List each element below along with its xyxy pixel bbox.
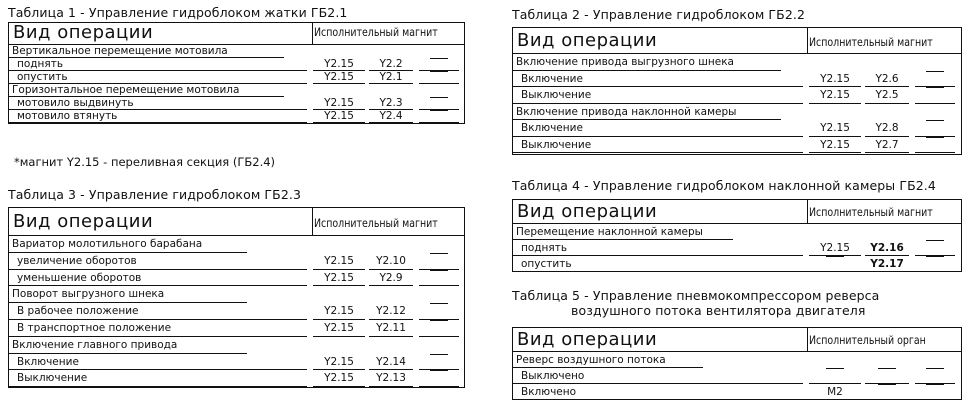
cell-a [313, 303, 365, 320]
table-row [513, 87, 961, 104]
cell-value: Y2.12 [376, 305, 406, 318]
operation-label: опустить [17, 71, 68, 83]
group-row [513, 54, 961, 71]
cell-value: Y2.13 [376, 372, 406, 385]
table5-header-operation: Вид операции [517, 329, 658, 350]
table1-header-operation: Вид операции [13, 22, 154, 43]
table2-header-operation: Вид операции [517, 30, 658, 51]
cell-value: Y2.15 [820, 122, 850, 134]
cell-a [313, 110, 365, 123]
cell-value: Y2.15 [324, 355, 354, 368]
group-row [513, 224, 961, 240]
table-row [9, 303, 464, 320]
dash-mark [826, 368, 844, 385]
table-row [513, 137, 961, 154]
group-label: Реверс воздушного потока [516, 354, 666, 366]
operation-label: Включение [521, 122, 583, 134]
table5-divider [807, 328, 808, 352]
cell-c [419, 97, 459, 110]
cell-a [313, 71, 365, 84]
cell-a [313, 270, 365, 287]
table-row [9, 253, 464, 270]
cell-value: Y2.3 [379, 97, 403, 109]
group-label: Перемещение наклонной камеры [516, 226, 703, 238]
cell-a [809, 120, 861, 137]
dash-mark [430, 97, 448, 111]
table3 [8, 207, 465, 388]
cell-c [419, 110, 459, 123]
cell-c [915, 120, 955, 137]
table3-header-operation: Вид операции [13, 211, 154, 232]
row-underline [513, 152, 803, 153]
cell-c [419, 320, 459, 337]
table1-title: Таблица 1 - Управление гидроблоком жатки ГБ2.1 [8, 5, 348, 20]
cell-b [369, 58, 413, 71]
cell-c [915, 368, 955, 384]
operation-label: Выключено [521, 370, 585, 382]
cell-b [369, 303, 413, 320]
table3-body [9, 236, 464, 387]
row-underline [513, 399, 803, 400]
group-label: Вариатор молотильного барабана [12, 238, 203, 250]
table-row [9, 354, 464, 371]
operation-label: увеличение оборотов [17, 254, 137, 267]
dash-mark [430, 354, 448, 372]
dash-mark [430, 71, 448, 85]
group-row [9, 84, 464, 97]
dash-mark [430, 58, 448, 72]
dash-mark [430, 253, 448, 271]
operation-label: Включение [521, 72, 583, 85]
table-row [513, 256, 961, 272]
table-row [513, 120, 961, 137]
cell-b [369, 71, 413, 84]
dash-mark [430, 270, 448, 288]
table3-title: Таблица 3 - Управление гидроблоком ГБ2.3 [8, 187, 302, 202]
cell-c [419, 370, 459, 387]
table-row [513, 240, 961, 256]
cell-c [419, 354, 459, 371]
cell-value: Y2.8 [875, 122, 899, 134]
dash-mark [430, 320, 448, 338]
table3-header [9, 208, 464, 236]
group-row [513, 352, 961, 368]
table2-header [513, 28, 961, 54]
cell-value: Y2.11 [376, 322, 406, 334]
table4-divider [807, 200, 808, 224]
table-row [9, 110, 464, 123]
cell-b [369, 97, 413, 110]
operation-label: Выключение [521, 138, 592, 151]
group-row [513, 104, 961, 121]
cell-a [313, 320, 365, 337]
operation-label: уменьшение оборотов [17, 271, 142, 284]
group-row [9, 45, 464, 58]
dash-mark [430, 110, 448, 124]
operation-label: В транспортное положение [17, 322, 172, 334]
cell-value: Y2.7 [875, 138, 899, 151]
dash-mark [926, 120, 944, 138]
cell-value: Y2.17 [870, 258, 904, 270]
cell-a [809, 368, 861, 384]
table4-body [513, 224, 961, 271]
cell-b [369, 370, 413, 387]
cell-a [313, 253, 365, 270]
group-row [9, 286, 464, 303]
table5-body [513, 352, 961, 399]
table-row [9, 320, 464, 337]
dash-mark [926, 256, 944, 273]
cell-c [419, 58, 459, 71]
cell-b [865, 368, 909, 384]
cell-value: Y2.15 [324, 372, 354, 385]
group-label: Поворот выгрузного шнека [12, 288, 165, 301]
row-underline [9, 386, 307, 387]
operation-label: поднять [17, 58, 64, 70]
operation-label: поднять [521, 242, 568, 254]
cell-c [915, 256, 955, 272]
cell-b [369, 320, 413, 337]
cell-value: Y2.9 [379, 271, 403, 284]
table3-divider [312, 208, 313, 236]
operation-label: Выключение [17, 372, 88, 385]
table-row [9, 71, 464, 84]
dash-mark [430, 370, 448, 388]
cell-value: Y2.10 [376, 254, 406, 267]
cell-b [369, 354, 413, 371]
group-label: Горизонтальное перемещение мотовила [12, 84, 240, 96]
cell-value: Y2.15 [820, 89, 850, 101]
cell-c [915, 240, 955, 256]
table1-body [9, 45, 464, 123]
dash-mark [926, 87, 944, 105]
cell-value: M2 [827, 386, 843, 398]
table5-header [513, 328, 961, 352]
table-row [513, 384, 961, 400]
cell-value: Y2.15 [324, 254, 354, 267]
dash-mark [826, 256, 844, 273]
dash-mark [926, 240, 944, 257]
table2-header-magnet: Исполнительный магнит [809, 35, 933, 49]
cell-b [865, 240, 909, 256]
cell-value: Y2.15 [324, 97, 354, 109]
table3-header-magnet: Исполнительный магнит [314, 216, 438, 230]
cell-a [313, 58, 365, 71]
cell-b [369, 253, 413, 270]
cell-a [313, 97, 365, 110]
cell-value: Y2.15 [324, 322, 354, 334]
group-row [9, 337, 464, 354]
cell-a [809, 137, 861, 154]
dash-mark [878, 384, 896, 401]
table5 [512, 327, 962, 400]
cell-c [419, 253, 459, 270]
cell-b [865, 137, 909, 154]
dash-mark [878, 368, 896, 385]
cell-c [915, 87, 955, 104]
row-underline [513, 271, 803, 272]
cell-a [313, 370, 365, 387]
cell-value: Y2.15 [820, 138, 850, 151]
table-row [9, 370, 464, 387]
cell-value: Y2.15 [324, 305, 354, 318]
table1-header [9, 23, 464, 45]
operation-label: Включение [17, 355, 79, 368]
table1-divider [312, 23, 313, 45]
cell-b [369, 110, 413, 123]
cell-b [865, 120, 909, 137]
table4-header-magnet: Исполнительный магнит [809, 205, 933, 219]
cell-a [809, 71, 861, 88]
dash-mark [926, 137, 944, 155]
cell-value: Y2.4 [379, 110, 403, 122]
table2 [512, 27, 962, 155]
cell-c [915, 384, 955, 400]
dash-mark [926, 71, 944, 89]
cell-a [313, 354, 365, 371]
cell-value: Y2.15 [324, 110, 354, 122]
cell-c [915, 137, 955, 154]
cell-value: Y2.6 [875, 72, 899, 85]
cell-a [809, 384, 861, 400]
table2-divider [807, 28, 808, 54]
cell-value: Y2.1 [379, 71, 403, 83]
table4-title: Таблица 4 - Управление гидроблоком наклонной камеры ГБ2.4 [512, 178, 936, 193]
cell-b [865, 87, 909, 104]
operation-label: мотовило выдвинуть [17, 97, 134, 109]
cell-value: Y2.15 [324, 271, 354, 284]
group-label: Включение привода наклонной камеры [516, 105, 737, 118]
operation-label: опустить [521, 258, 572, 270]
row-underline [9, 122, 307, 123]
table5-title-line1: Таблица 5 - Управление пневмокомпрессором реверса [512, 288, 880, 303]
table2-body [513, 54, 961, 154]
cell-b [865, 256, 909, 272]
table-row [513, 368, 961, 384]
table4-header-operation: Вид операции [517, 201, 658, 222]
group-label: Включение главного привода [12, 338, 178, 351]
operation-label: В рабочее положение [17, 305, 139, 318]
cell-value: Y2.5 [875, 89, 899, 101]
operation-label: Включено [521, 386, 577, 398]
cell-a [809, 240, 861, 256]
cell-value: Y2.16 [870, 242, 904, 254]
table2-title: Таблица 2 - Управление гидроблоком ГБ2.2 [512, 7, 806, 22]
cell-value: Y2.15 [820, 72, 850, 85]
cell-value: Y2.14 [376, 355, 406, 368]
dash-mark [926, 384, 944, 401]
table5-header-organ: Исполнительный орган [809, 333, 926, 347]
group-label: Включение привода выгрузного шнека [516, 56, 734, 68]
group-row [9, 236, 464, 253]
table1 [8, 22, 465, 124]
table-row [9, 270, 464, 287]
cell-a [809, 87, 861, 104]
cell-value: Y2.15 [324, 58, 354, 70]
cell-value: Y2.15 [324, 71, 354, 83]
table1-header-magnet: Исполнительный магнит [314, 25, 438, 39]
table4-header [513, 200, 961, 224]
cell-c [419, 270, 459, 287]
table-row [9, 58, 464, 71]
cell-c [419, 303, 459, 320]
cell-value: Y2.15 [820, 242, 850, 254]
cell-b [865, 71, 909, 88]
cell-b [865, 384, 909, 400]
table4 [512, 199, 962, 272]
cell-c [915, 71, 955, 88]
dash-mark [926, 368, 944, 385]
table1-note: *магнит Y2.15 - переливная секция (ГБ2.4) [14, 155, 276, 169]
group-label: Вертикальное перемещение мотовила [12, 45, 228, 57]
table-row [513, 71, 961, 88]
cell-value: Y2.2 [379, 58, 403, 70]
cell-a [809, 256, 861, 272]
table-row [9, 97, 464, 110]
table5-title-line2: воздушного потока вентилятора двигателя [571, 303, 866, 318]
operation-label: Выключение [521, 89, 592, 101]
cell-c [419, 71, 459, 84]
dash-mark [430, 303, 448, 321]
cell-b [369, 270, 413, 287]
operation-label: мотовило втянуть [17, 110, 118, 122]
